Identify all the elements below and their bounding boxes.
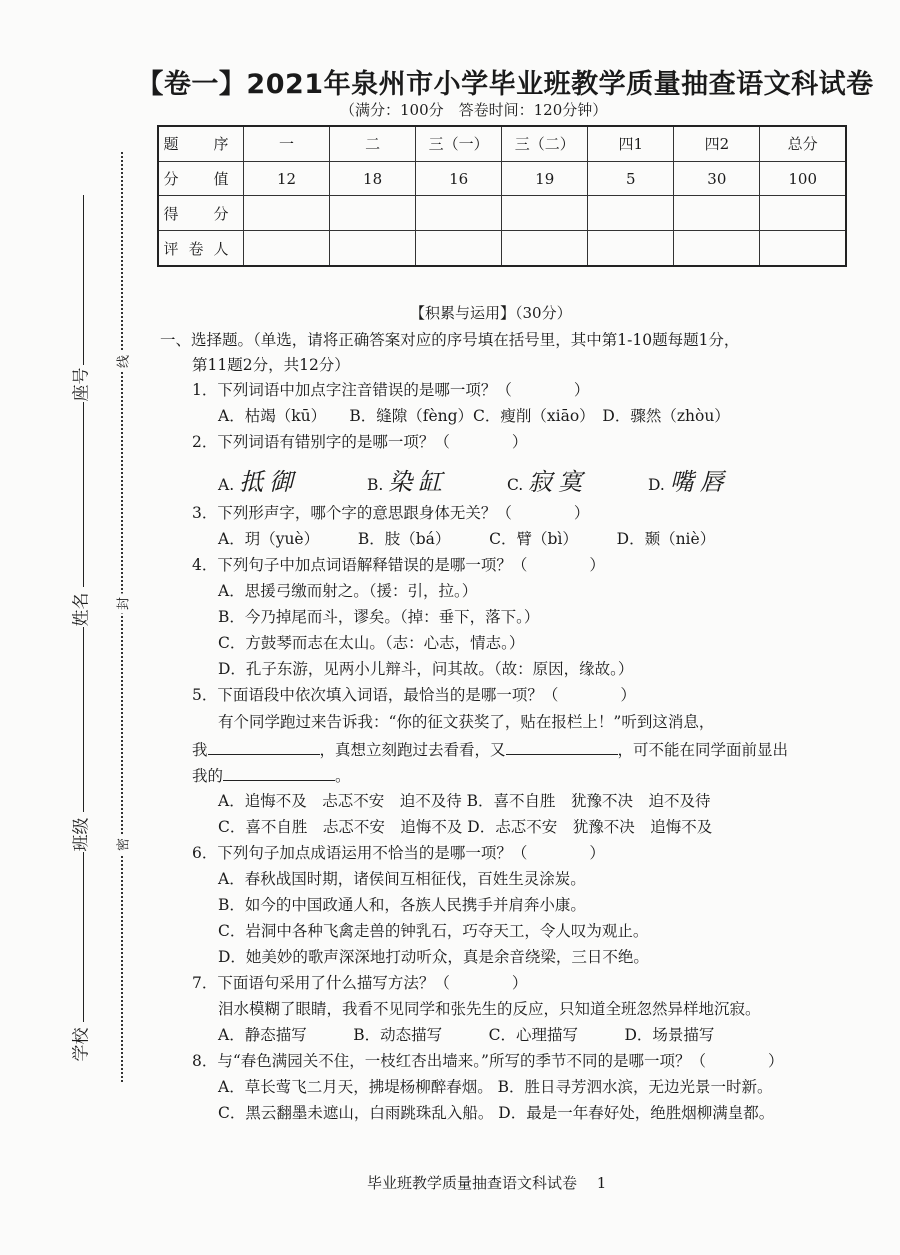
question-5-options-2: C．喜不自胜 忐忑不安 追悔不及 D．忐忑不安 犹豫不决 追悔不及 [218,818,713,836]
question-5-passage-line-3 [192,764,351,786]
fill-blank-1[interactable] [208,739,320,755]
question-8-options-1: A．草长莺飞二月天，拂堤杨柳醉春烟。 B．胜日寻芳泗水滨，无边光景一时新。 [218,1078,773,1096]
score-input-cell[interactable] [244,196,330,231]
seal-char-secret: 密 [113,835,132,855]
passage-text: 我的 [192,767,224,785]
table-cell: 题 序 [158,126,244,161]
table-cell: 一 [244,126,330,161]
passage-text: ，真想立刻跑过去看看，又 [319,741,506,759]
section-title: 【积累与运用】（30分） [410,304,572,322]
question-2-stem: 2．下列词语有错别字的是哪一项？（ ） [192,433,528,451]
question-1-stem: 1．下列词语中加点字注音错误的是哪一项？（ ） [192,381,590,399]
fill-blank-2[interactable] [506,739,618,755]
table-cell: 二 [330,126,416,161]
score-input-cell[interactable] [330,196,416,231]
question-6-option-b: B．如今的中国政通人和，各族人民携手并肩奔小康。 [218,896,586,914]
table-cell: 三（一） [416,126,502,161]
page-footer: 毕业班教学质量抽查语文科试卷 1 [367,1174,607,1192]
seal-dotted-line [121,152,123,1082]
option-text: 寂寞 [528,468,589,496]
school-field[interactable] [83,852,84,1022]
school-label: 学校 [71,1027,92,1062]
grader-input-cell[interactable] [244,231,330,266]
question-5-passage-line-1: 有个同学跑过来告诉我：“你的征文获奖了，贴在报栏上！”听到这消息， [218,713,715,731]
question-4-option-b: B．今乃掉尾而斗，谬矣。（掉：垂下，落下。） [218,608,540,626]
score-input-cell[interactable] [760,196,846,231]
question-2-option-b [367,462,448,497]
table-cell: 总分 [760,126,846,161]
table-cell: 19 [502,161,588,196]
table-row [158,161,846,196]
seal-char-seal: 封 [113,594,132,614]
question-4-option-a: A．思援弓缴而射之。（援：引，拉。） [218,582,478,600]
question-4-option-d: D．孔子东游，见两小儿辩斗，问其故。（故：原因，缘故。） [218,660,634,678]
name-field[interactable] [83,402,84,587]
score-input-cell[interactable] [588,196,674,231]
score-input-cell[interactable] [416,196,502,231]
option-label: B. [367,476,384,494]
question-5-stem: 5．下面语段中依次填入词语，最恰当的是哪一项？（ ） [192,686,636,704]
question-4-option-c: C．方鼓琴而志在太山。（志：心志，情志。） [218,634,525,652]
question-1-options: A．枯竭（kū） B．缝隙（fèng）C．瘦削（xiāo） D．骤然（zhòu） [218,407,730,425]
question-7-options: A．静态描写 B．动态描写 C．心理描写 D．场景描写 [218,1026,715,1044]
seat-number-label: 座号 [71,367,92,402]
fill-blank-3[interactable] [223,765,335,781]
table-cell: 四2 [674,126,760,161]
seat-number-field[interactable] [83,195,84,365]
grader-input-cell[interactable] [674,231,760,266]
question-8-options-2: C．黑云翻墨未遮山，白雨跳珠乱入船。 D．最是一年春好处，绝胜烟柳满皇都。 [218,1104,775,1122]
passage-text: ，可不能在同学面前显出 [617,741,789,759]
table-row [158,196,846,231]
table-cell: 四1 [588,126,674,161]
score-table [157,125,847,267]
question-4-stem: 4．下列句子中加点词语解释错误的是哪一项？（ ） [192,556,605,574]
question-5-passage-line-2 [192,738,788,760]
question-5-options-1: A．追悔不及 忐忑不安 迫不及待 B．喜不自胜 犹豫不决 迫不及待 [218,792,711,810]
table-cell: 得 分 [158,196,244,231]
grader-input-cell[interactable] [760,231,846,266]
score-input-cell[interactable] [674,196,760,231]
table-cell: 12 [244,161,330,196]
question-6-option-c: C．岩洞中各种飞禽走兽的钟乳石，巧夺天工，令人叹为观止。 [218,922,649,940]
question-3-stem: 3．下列形声字，哪个字的意思跟身体无关？（ ） [192,504,590,522]
question-3-options: A．玥（yuè） B．肢（bá） C．臂（bì） D．颞（niè） [218,530,716,548]
table-cell: 30 [674,161,760,196]
class-field[interactable] [83,627,84,812]
table-row [158,126,846,161]
table-cell: 评卷人 [158,231,244,266]
question-2-option-c [507,462,588,497]
option-label: D. [648,476,665,494]
exam-title: 【卷一】2021年泉州市小学毕业班教学质量抽查语文科试卷 [136,69,874,100]
question-6-option-a: A．春秋战国时期，诸侯间互相征伐，百姓生灵涂炭。 [218,870,586,888]
table-cell: 18 [330,161,416,196]
exam-subtitle: （满分：100分 答卷时间：120分钟） [340,101,608,119]
question-2-option-d [648,462,730,497]
question-7-stem: 7．下面语句采用了什么描写方法？（ ） [192,974,528,992]
table-cell: 5 [588,161,674,196]
part1-heading: 一、选择题。（单选，请将正确答案对应的序号填在括号里，其中第1-10题每题1分， [160,331,740,349]
option-text: 抵御 [239,468,300,496]
question-8-stem: 8．与“春色满园关不住，一枝红杏出墙来。”所写的季节不同的是哪一项？（ ） [192,1052,784,1070]
option-text: 染缸 [388,468,449,496]
table-cell: 分 值 [158,161,244,196]
passage-text: 我 [192,741,208,759]
option-text: 嘴唇 [669,468,730,496]
table-cell: 16 [416,161,502,196]
question-2-option-a [218,462,299,497]
grader-input-cell[interactable] [416,231,502,266]
grader-input-cell[interactable] [588,231,674,266]
table-row [158,231,846,266]
question-6-option-d: D．她美妙的歌声深深地打动听众，真是余音绕梁，三日不绝。 [218,948,649,966]
table-cell: 100 [760,161,846,196]
class-label: 班级 [71,817,92,852]
grader-input-cell[interactable] [502,231,588,266]
option-label: C. [507,476,524,494]
part1-heading-cont: 第11题2分，共12分） [192,356,350,374]
question-6-stem: 6．下列句子加点成语运用不恰当的是哪一项？（ ） [192,844,605,862]
question-7-passage: 泪水模糊了眼睛，我看不见同学和张先生的反应，只知道全班忽然异样地沉寂。 [218,1000,761,1018]
table-cell: 三（二） [502,126,588,161]
grader-input-cell[interactable] [330,231,416,266]
score-input-cell[interactable] [502,196,588,231]
option-label: A. [218,476,235,494]
seal-char-line: 线 [113,352,132,372]
name-label: 姓名 [71,592,92,627]
passage-text: 。 [335,767,351,785]
